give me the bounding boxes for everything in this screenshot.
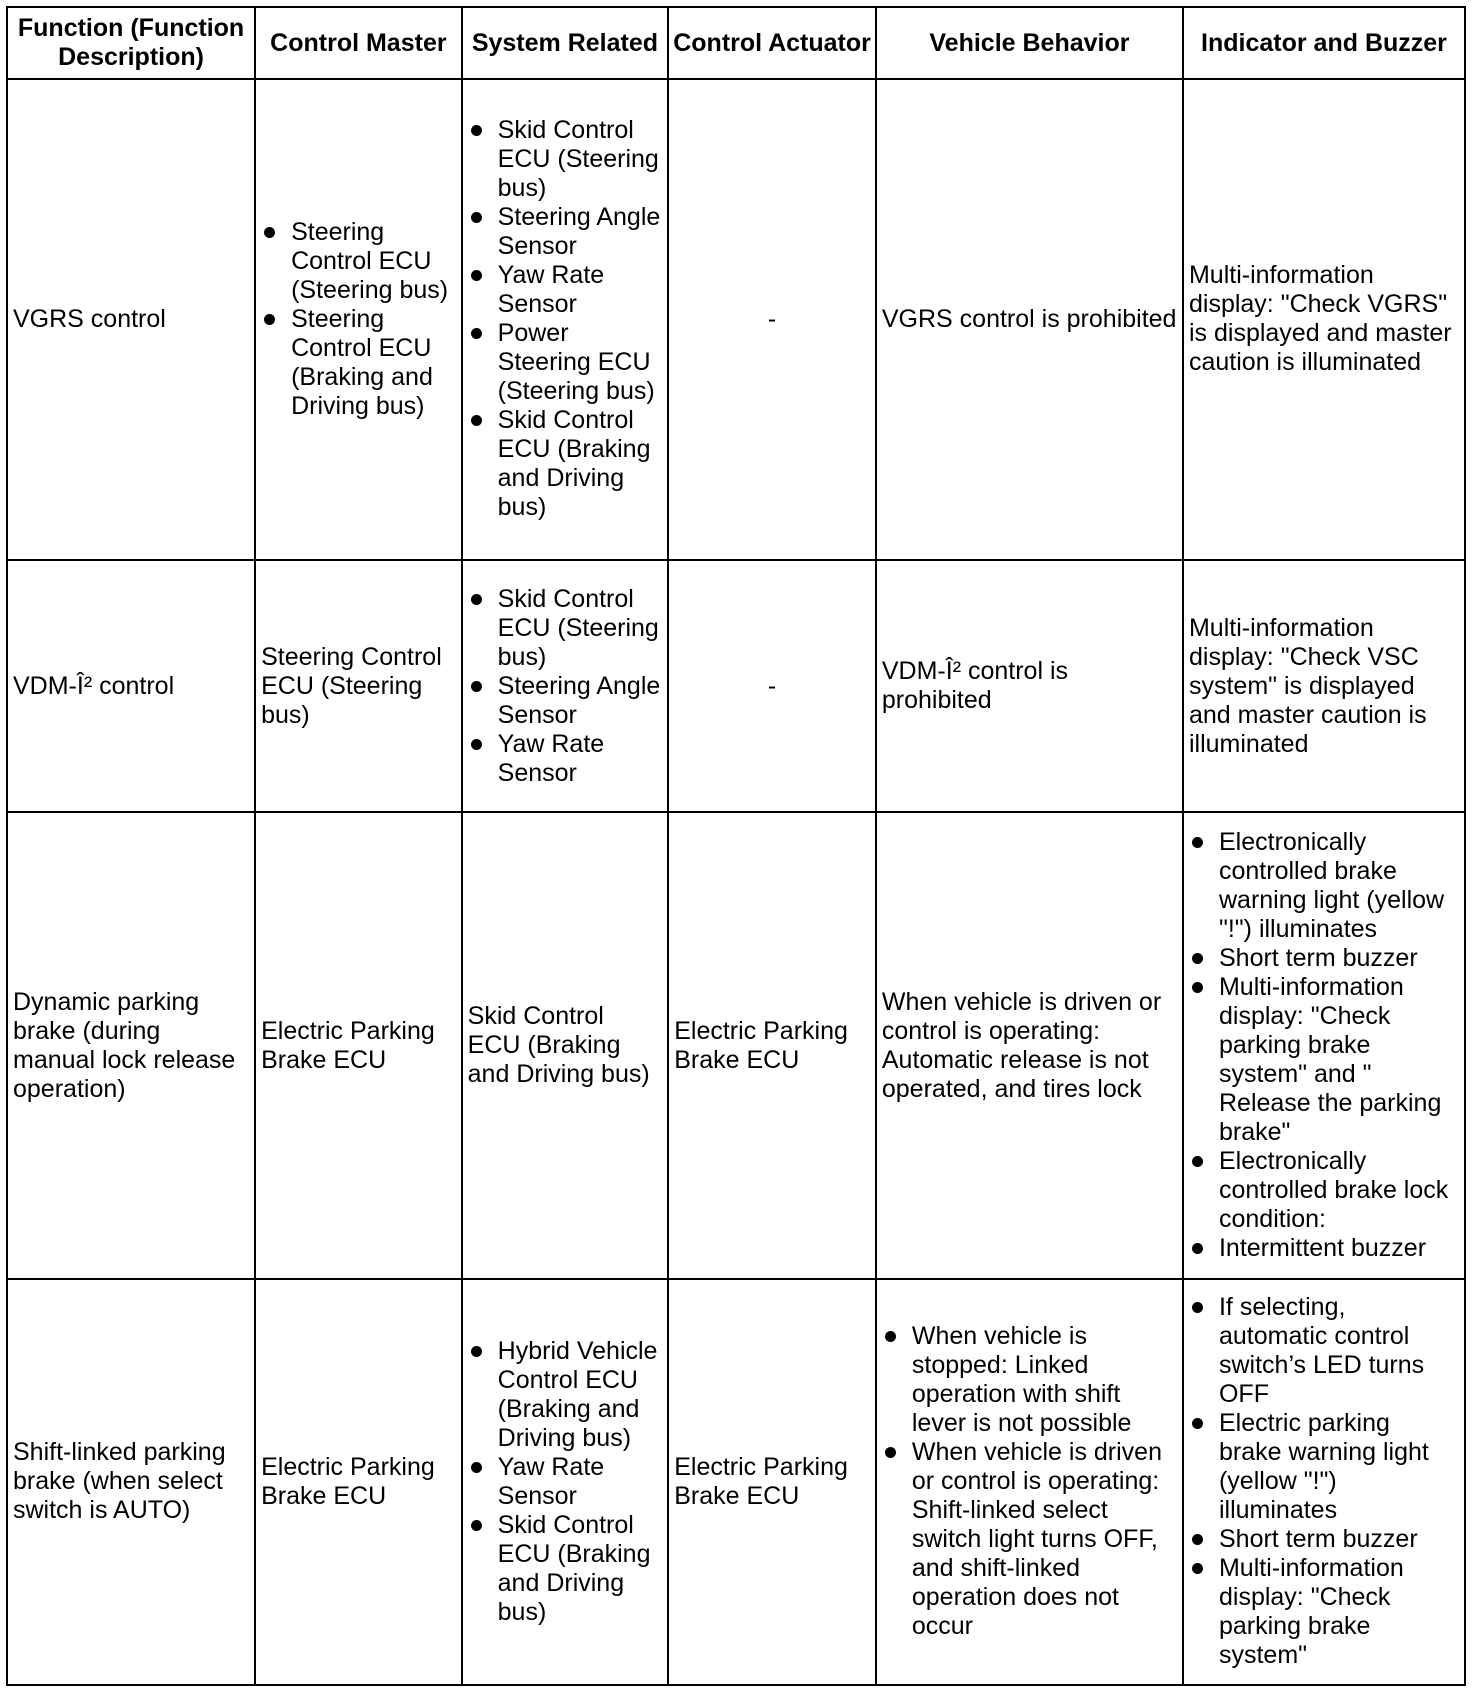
cell-control-actuator: - — [668, 560, 876, 813]
list-item: Power Steering ECU (Steering bus) — [498, 319, 663, 406]
list-item: Short term buzzer — [1219, 944, 1459, 973]
list-item: Skid Control ECU (Braking and Driving bus) — [498, 1511, 663, 1627]
list-item: Electronically controlled brake lock condition: — [1219, 1147, 1459, 1234]
cell-control-master — [255, 79, 462, 560]
cell-system-related — [462, 79, 669, 560]
cell-indicator-buzzer: Multi-information display: "Check VGRS" is displayed and master caution is illuminated — [1183, 79, 1465, 560]
list-item: Steering Control ECU (Steering bus) — [291, 218, 456, 305]
cell-indicator-buzzer: Multi-information display: "Check VSC system" is displayed and master caution is illuminated — [1183, 560, 1465, 813]
cell-vehicle-behavior: When vehicle is driven or control is operating: Automatic release is not operated, and tires lock — [876, 812, 1183, 1279]
function-table — [6, 6, 1466, 1686]
list-item: Yaw Rate Sensor — [498, 730, 663, 788]
list-item: Yaw Rate Sensor — [498, 1453, 663, 1511]
table-row — [7, 79, 1465, 560]
cell-control-master: Electric Parking Brake ECU — [255, 1279, 462, 1685]
header-vehicle-behavior: Vehicle Behavior — [876, 7, 1183, 79]
cell-indicator-buzzer — [1183, 812, 1465, 1279]
indicator-list — [1189, 1293, 1459, 1670]
list-item: Multi-information display: "Check parking brake system" and " Release the parking brake" — [1219, 973, 1459, 1147]
cell-control-actuator: Electric Parking Brake ECU — [668, 812, 876, 1279]
system-related-list — [468, 1337, 663, 1627]
cell-control-actuator: Electric Parking Brake ECU — [668, 1279, 876, 1685]
table-row — [7, 560, 1465, 813]
header-row — [7, 7, 1465, 79]
cell-function: Shift-linked parking brake (when select switch is AUTO) — [7, 1279, 255, 1685]
header-control-actuator: Control Actuator — [668, 7, 876, 79]
control-master-list — [261, 218, 456, 421]
cell-system-related — [462, 560, 669, 813]
cell-control-master: Steering Control ECU (Steering bus) — [255, 560, 462, 813]
cell-function: VGRS control — [7, 79, 255, 560]
list-item: Intermittent buzzer — [1219, 1234, 1459, 1263]
list-item: Hybrid Vehicle Control ECU (Braking and Driving bus) — [498, 1337, 663, 1453]
list-item: Steering Angle Sensor — [497, 671, 661, 729]
header-indicator-buzzer: Indicator and Buzzer — [1183, 7, 1465, 79]
list-item: Skid Control ECU (Steering bus) — [498, 585, 663, 672]
header-control-master: Control Master — [255, 7, 462, 79]
cell-vehicle-behavior — [876, 1279, 1183, 1685]
list-item: Steering Control ECU (Braking and Driving bus) — [291, 305, 456, 421]
list-item: Skid Control ECU (Steering bus) — [498, 116, 663, 203]
cell-control-master: Electric Parking Brake ECU — [255, 812, 462, 1279]
cell-control-actuator: - — [668, 79, 876, 560]
indicator-list — [1189, 828, 1459, 1263]
cell-vehicle-behavior: VGRS control is prohibited — [876, 79, 1183, 560]
cell-function: Dynamic parking brake (during manual lock release operation) — [7, 812, 255, 1279]
system-related-list — [468, 585, 663, 788]
cell-system-related: Skid Control ECU (Braking and Driving bus) — [462, 812, 669, 1279]
list-item: If selecting, automatic control switch’s LED turns OFF — [1219, 1293, 1459, 1409]
list-item: Electric parking brake warning light (yellow "!") illuminates — [1219, 1409, 1459, 1525]
list-item: Multi-information display: "Check parking brake system" — [1219, 1554, 1459, 1670]
list-item: Skid Control ECU (Braking and Driving bus) — [498, 406, 663, 522]
list-item: Steering Angle Sensor — [497, 203, 661, 261]
table-row — [7, 812, 1465, 1279]
list-item: When vehicle is stopped: Linked operation with shift lever is not possible — [912, 1322, 1177, 1438]
header-system-related: System Related — [462, 7, 669, 79]
list-item: Yaw Rate Sensor — [498, 261, 663, 319]
list-item: Electronically controlled brake warning light (yellow "!") illuminates — [1219, 828, 1459, 944]
cell-vehicle-behavior: VDM-Î² control is prohibited — [876, 560, 1183, 813]
cell-function: VDM-Î² control — [7, 560, 255, 813]
cell-indicator-buzzer — [1183, 1279, 1465, 1685]
system-related-list — [468, 116, 663, 522]
list-item: Short term buzzer — [1219, 1525, 1459, 1554]
list-item: When vehicle is driven or control is operating: Shift-linked select switch light turns OFF, and shift-linked operation does not occur — [912, 1438, 1177, 1641]
cell-system-related — [462, 1279, 669, 1685]
table-row — [7, 1279, 1465, 1685]
vehicle-behavior-list — [882, 1322, 1177, 1641]
header-function: Function (Function Description) — [7, 7, 255, 79]
